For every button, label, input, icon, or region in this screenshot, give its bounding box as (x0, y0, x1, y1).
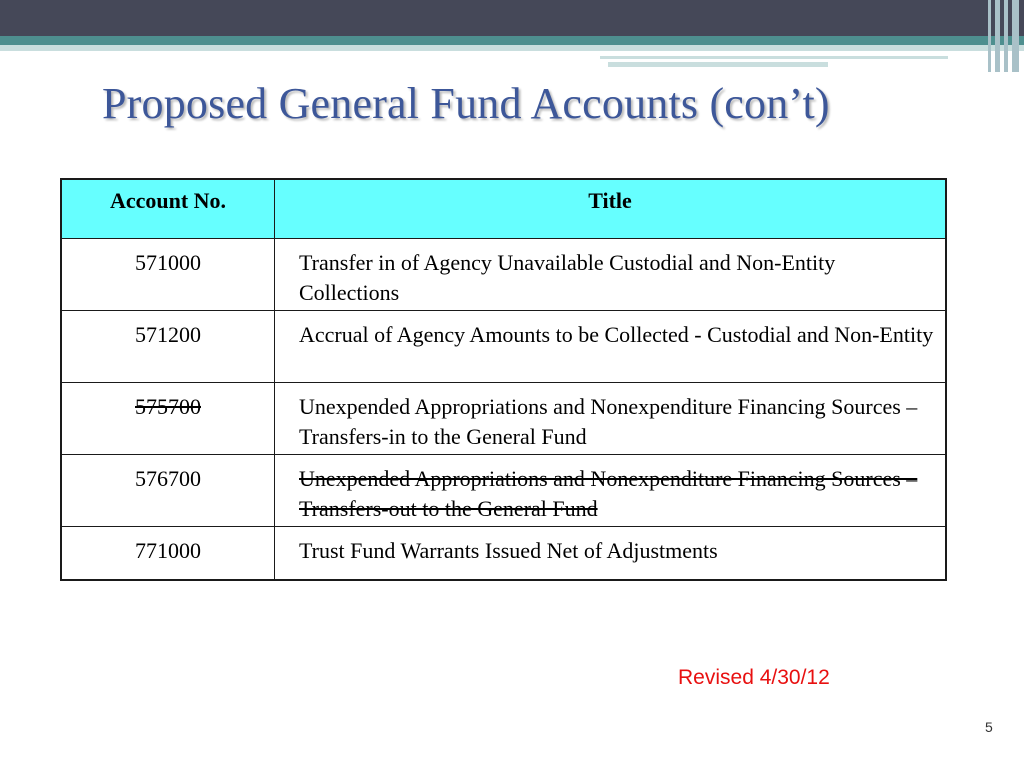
account-title-cell: Accrual of Agency Amounts to be Collected - Custodial and Non-Entity (275, 311, 947, 383)
revised-note: Revised 4/30/12 (678, 666, 830, 689)
table-row (61, 527, 946, 581)
header-title: Title (275, 179, 947, 239)
account-title-cell: Trust Fund Warrants Issued Net of Adjustments (275, 527, 947, 581)
header-band-pale (0, 45, 1024, 51)
header-accent-line (600, 56, 948, 59)
account-number-cell: 571000 (61, 239, 275, 311)
account-title-cell: Transfer in of Agency Unavailable Custodial and Non-Entity Collections (275, 239, 947, 311)
table-row (61, 455, 946, 527)
header-band-dark (0, 0, 1024, 36)
account-title-cell-struck: Unexpended Appropriations and Nonexpenditure Financing Sources – Transfers-out to the General Fund (275, 455, 947, 527)
header-accent-line (608, 62, 828, 67)
slide-title: Proposed General Fund Accounts (con’t) (102, 79, 830, 128)
account-number-cell: 771000 (61, 527, 275, 581)
account-number-cell-struck: 575700 (61, 383, 275, 455)
account-number-cell: 576700 (61, 455, 275, 527)
table-row (61, 239, 946, 311)
page-number: 5 (985, 719, 993, 735)
table-row (61, 311, 946, 383)
header-band-teal (0, 36, 1024, 45)
account-number-cell: 571200 (61, 311, 275, 383)
table-row (61, 383, 946, 455)
account-title-cell: Unexpended Appropriations and Nonexpenditure Financing Sources – Transfers-in to the General Fund (275, 383, 947, 455)
header-vertical-stripes (984, 0, 1024, 72)
accounts-table (60, 178, 947, 581)
table-header-row (61, 179, 946, 239)
header-account-no: Account No. (61, 179, 275, 239)
